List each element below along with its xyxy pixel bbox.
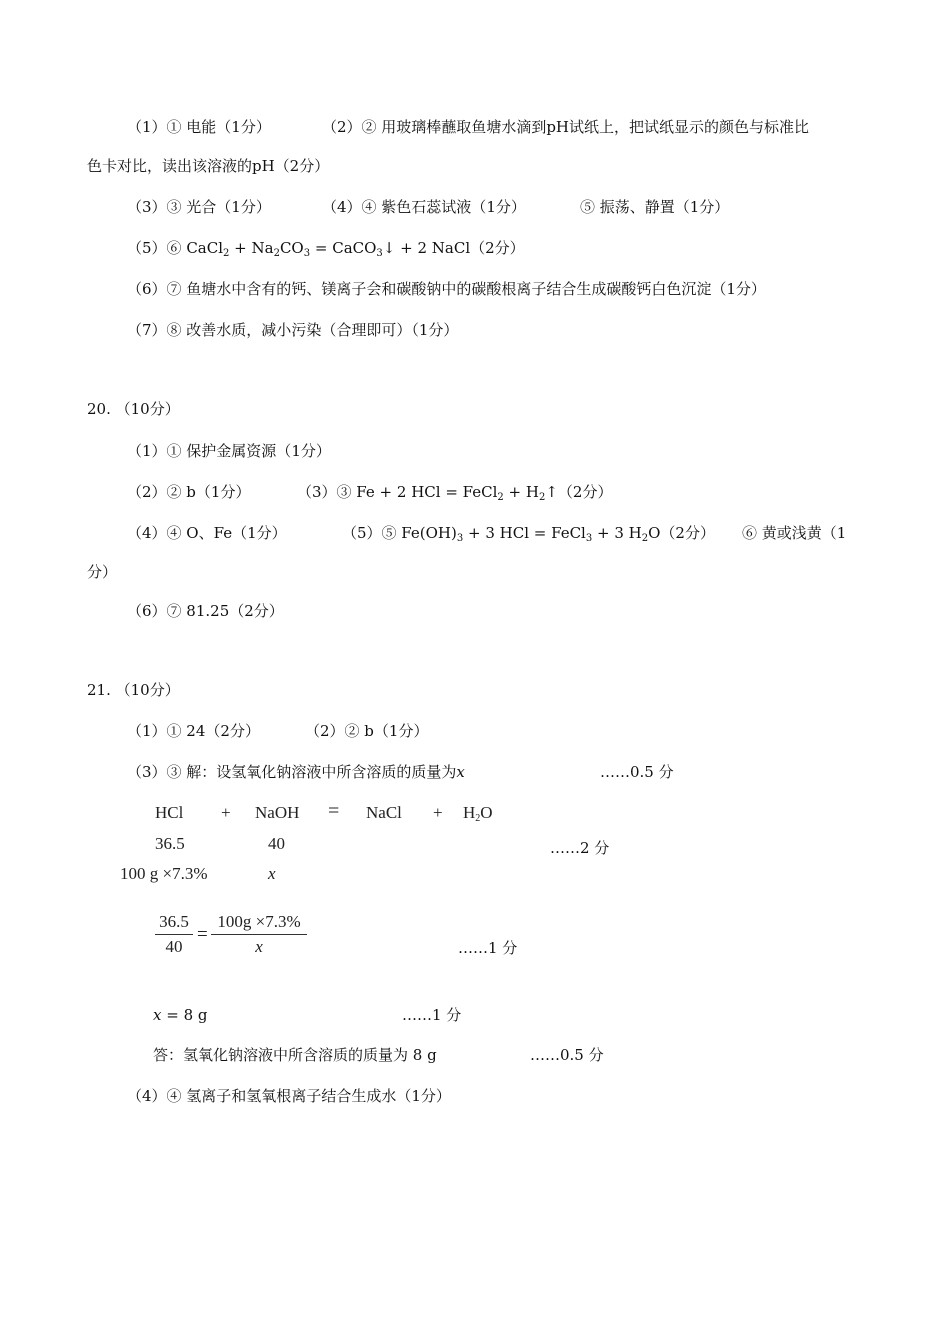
fraction-1-denominator: 40 (165, 937, 183, 956)
q21-score-result: ……1 分 (402, 1006, 462, 1024)
q21-score-setup: ……0.5 分 (600, 763, 674, 781)
q19-item-1: （1）① 电能（1分） (127, 118, 271, 136)
q21-item-3-setup: （3）③ 解：设氢氧化钠溶液中所含溶质的质量为x (127, 763, 465, 781)
q19-item-6-equation: （5）⑥ CaCl$_2$ + $Na_2CO_3$ = CaCO$_3$↓ + 2 NaCl（2分） (127, 239, 525, 259)
fraction-1 (155, 910, 193, 959)
mass-naoh: 40 (268, 834, 285, 853)
q21-result: x = 8 g (153, 1006, 208, 1024)
q19-item-7: （6）⑦ 鱼塘水中含有的钙、镁离子会和碳酸钠中的碳酸根离子结合生成碳酸钙白色沉淀（1分） (127, 280, 766, 298)
given-mass: 100 g ×7.3% (120, 864, 208, 883)
q20-item-7: （6）⑦ 81.25（2分） (127, 602, 284, 620)
q20-heading: 20. （10分） (87, 400, 180, 418)
eq-hcl: HCl (155, 803, 184, 822)
q20-item-2: （2）② b（1分） (127, 483, 251, 501)
fraction-2-denominator: x (255, 937, 263, 956)
q19-item-2-cont: 色卡对比，读出该溶液的pH（2分） (87, 157, 330, 175)
q21-item-4: （4）④ 氢离子和氢氧根离子结合生成水（1分） (127, 1087, 451, 1105)
fraction-1-numerator: 36.5 (155, 910, 193, 935)
q21-item-2: （2）② b（1分） (305, 722, 429, 740)
q20-item-6: ⑥ 黄或浅黄（1 (742, 524, 847, 542)
fraction-2 (211, 910, 307, 959)
q21-score-proportion: ……1 分 (458, 939, 518, 957)
eq-water: $H_2O$ (463, 803, 493, 824)
q20-item-5-equation: （5）⑤ $Fe(OH)_3 + 3$ HCl = FeCl$_3$ + 3 $H_2O(2$分） (342, 524, 715, 544)
eq-naoh: NaOH (255, 803, 300, 822)
fraction-2-numerator: 100g ×7.3% (211, 910, 307, 935)
q19-item-8: （7）⑧ 改善水质，减小污染（合理即可）（1分） (127, 321, 459, 339)
q20-item-3-equation: （3）③ Fe + 2 HCl = FeCl$_2$ + $H_2↑(2$分） (297, 483, 613, 503)
q21-answer: 答：氢氧化钠溶液中所含溶质的质量为 8 g (153, 1046, 437, 1064)
given-var: x (268, 864, 276, 883)
eq-equals: = (328, 800, 340, 822)
q21-item-1: （1）① 24（2分） (127, 722, 260, 740)
q20-item-4: （4）④ O、Fe（1分） (127, 524, 287, 542)
q19-item-2: （2）② 用玻璃棒蘸取鱼塘水滴到pH试纸上，把试纸显示的颜色与标准比 (322, 118, 809, 136)
q19-item-3: （3）③ 光合（1分） (127, 198, 271, 216)
eq-plus-2: + (433, 803, 443, 822)
q20-item-1: （1）① 保护金属资源（1分） (127, 442, 331, 460)
mass-hcl: 36.5 (155, 834, 185, 853)
q21-score-answer: ……0.5 分 (530, 1046, 604, 1064)
eq-nacl: NaCl (366, 803, 402, 822)
q21-score-equation: ……2 分 (550, 839, 610, 857)
q21-heading: 21. （10分） (87, 681, 180, 699)
q19-item-5: ⑤ 振荡、静置（1分） (580, 198, 730, 216)
fraction-equals: = (197, 924, 208, 945)
eq-plus-1: + (221, 803, 231, 822)
q20-item-6-cont: 分） (87, 563, 118, 581)
q19-item-4: （4）④ 紫色石蕊试液（1分） (322, 198, 526, 216)
